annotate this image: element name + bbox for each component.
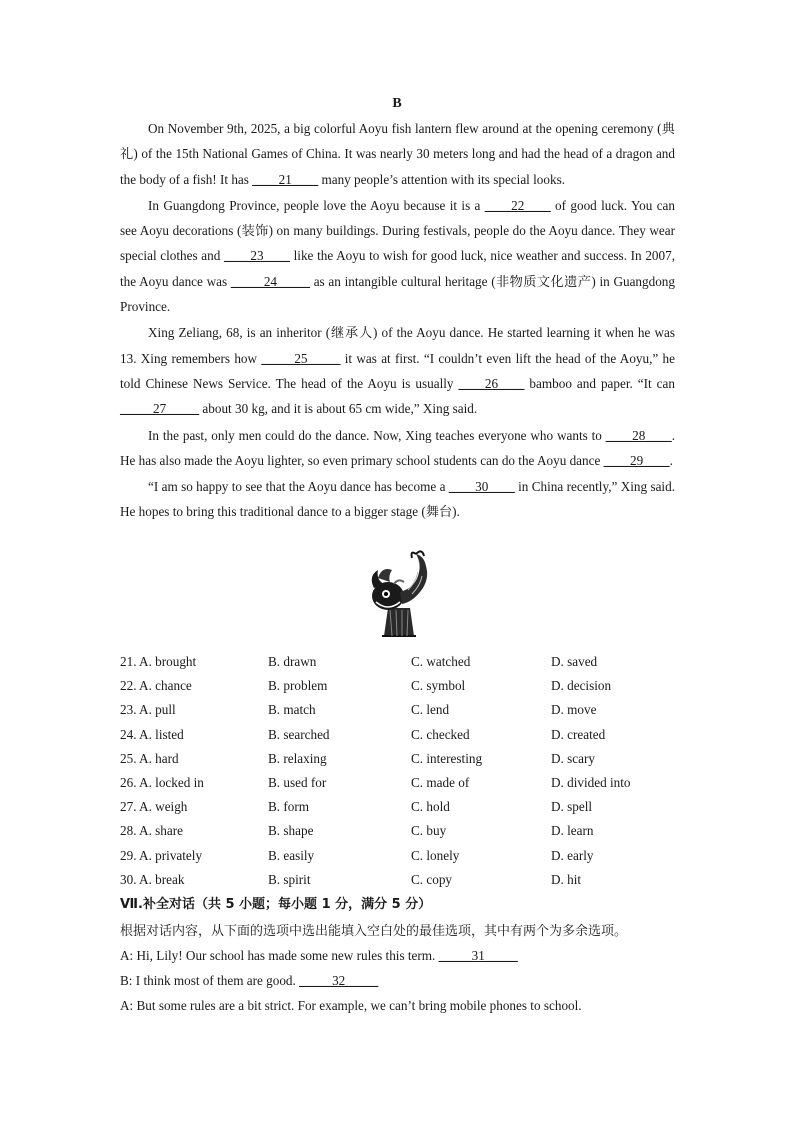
passage-paragraph bbox=[120, 423, 675, 474]
option-b: B. relaxing bbox=[268, 750, 327, 766]
option-b: B. searched bbox=[268, 726, 330, 742]
option-a: 30. A. break bbox=[120, 871, 185, 887]
option-c: C. checked bbox=[411, 726, 470, 742]
passage-text: “I am so happy to see that the Aoyu dance has become a bbox=[148, 479, 449, 495]
option-row bbox=[120, 747, 680, 771]
option-d: D. early bbox=[551, 847, 594, 863]
option-b: B. match bbox=[268, 702, 316, 718]
option-c: C. made of bbox=[411, 774, 470, 790]
option-a: 28. A. share bbox=[120, 823, 183, 839]
option-b: B. used for bbox=[268, 774, 327, 790]
passage-text: it was at first. “I couldn’t even lift the head of the Aoyu,” he told Chinese News Service. The head of the Aoyu is usually bbox=[120, 350, 676, 391]
option-row bbox=[120, 650, 680, 674]
passage-text: bamboo and paper. “It can bbox=[524, 375, 675, 391]
option-row bbox=[120, 771, 680, 795]
passage-text: many people’s attention with its special looks. bbox=[318, 171, 566, 187]
cloze-blank: _____27_____ bbox=[120, 401, 200, 417]
options-list bbox=[120, 650, 680, 892]
option-c: C. buy bbox=[411, 823, 447, 839]
passage-text: In the past, only men could do the dance. Now, Xing teaches everyone who wants to bbox=[148, 427, 606, 443]
option-a: 22. A. chance bbox=[120, 678, 192, 694]
option-b: B. shape bbox=[268, 823, 314, 839]
option-a: 25. A. hard bbox=[120, 750, 179, 766]
passage-text: On November 9th, 2025, a big colorful Aoyu fish lantern flew around at the opening ceremony (典礼) of the 15th National Games of China. It was nearly 30 meters long and had the head of a dragon and the body of a fish! It has bbox=[120, 121, 675, 187]
passage-text: of good luck. You can see Aoyu decorations (装饰) on many buildings. During festivals, people do the Aoyu dance. They wear special clothes and bbox=[120, 197, 675, 264]
option-b: B. easily bbox=[268, 847, 315, 863]
option-d: D. divided into bbox=[551, 774, 631, 790]
option-row bbox=[120, 868, 680, 892]
option-d: D. learn bbox=[551, 823, 594, 839]
option-a: 26. A. locked in bbox=[120, 774, 204, 790]
dialogue-line bbox=[120, 973, 378, 989]
option-a: 24. A. listed bbox=[120, 726, 184, 742]
option-c: C. interesting bbox=[411, 750, 483, 766]
passage-text: in China recently,” Xing said. He hopes to bring this traditional dance to a bigger stage (舞台). bbox=[120, 479, 675, 520]
dialogue-line bbox=[120, 998, 582, 1014]
passage-text: Xing Zeliang, 68, is an inheritor (继承人) of the Aoyu dance. He started learning it when he was 13. Xing remembers how bbox=[120, 325, 675, 366]
passage-text: In Guangdong Province, people love the Aoyu because it is a bbox=[148, 197, 485, 213]
option-b: B. spirit bbox=[268, 871, 311, 887]
option-d: D. created bbox=[551, 726, 606, 742]
option-b: B. form bbox=[268, 799, 310, 815]
aoyu-lantern-icon bbox=[364, 548, 434, 646]
option-b: B. drawn bbox=[268, 654, 317, 669]
option-a: 27. A. weigh bbox=[120, 799, 188, 815]
option-a: 29. A. privately bbox=[120, 847, 203, 863]
passage-text: . He has also made the Aoyu lighter, so even primary school students can do the Aoyu dance bbox=[120, 427, 675, 468]
option-a: 23. A. pull bbox=[120, 702, 176, 718]
option-row bbox=[120, 698, 680, 722]
option-c: C. watched bbox=[411, 654, 471, 669]
option-c: C. copy bbox=[411, 871, 453, 887]
cloze-blank: ____23____ bbox=[224, 248, 290, 264]
cloze-blank: _____24_____ bbox=[230, 273, 310, 289]
option-d: D. hit bbox=[551, 871, 582, 887]
option-row bbox=[120, 723, 680, 747]
section-heading: Ⅶ.补全对话（共 5 小题；每小题 1 分，满分 5 分） bbox=[120, 897, 432, 912]
option-d: D. scary bbox=[551, 750, 595, 766]
dialogue-text: A: Hi, Lily! Our school has made some new rules this term. bbox=[120, 948, 439, 963]
dialogue-text: A: But some rules are a bit strict. For example, we can’t bring mobile phones to school. bbox=[120, 998, 582, 1013]
option-row bbox=[120, 819, 680, 843]
option-c: C. lend bbox=[411, 702, 450, 718]
passage-paragraph bbox=[120, 320, 675, 421]
dialogue-blank: _____31_____ bbox=[438, 948, 518, 963]
dialogue-line bbox=[120, 948, 518, 964]
option-row bbox=[120, 795, 680, 819]
option-row bbox=[120, 674, 680, 698]
option-c: C. symbol bbox=[411, 678, 466, 694]
cloze-blank: ____29____ bbox=[603, 452, 670, 468]
passage-paragraph bbox=[120, 193, 675, 319]
passage-title: B bbox=[392, 96, 402, 111]
option-row bbox=[120, 844, 680, 868]
cloze-blank: ____26____ bbox=[458, 375, 525, 391]
cloze-blank: ____28____ bbox=[605, 427, 672, 443]
passage-paragraph bbox=[120, 116, 675, 192]
passage-text: . bbox=[669, 452, 673, 468]
dialogue-text: B: I think most of them are good. bbox=[120, 973, 300, 988]
section-instruction: 根据对话内容，从下面的选项中选出能填入空白处的最佳选项，其中有两个为多余选项。 bbox=[120, 924, 628, 939]
cloze-blank: _____25_____ bbox=[261, 350, 341, 366]
option-a: 21. A. brought bbox=[120, 654, 197, 669]
passage-body bbox=[120, 116, 675, 525]
option-d: D. saved bbox=[551, 654, 598, 669]
dialogue-blank: _____32_____ bbox=[299, 973, 379, 988]
passage-text: as an intangible cultural heritage (非物质文化遗产) in Guangdong Province. bbox=[120, 273, 675, 315]
passage-text: about 30 kg, and it is about 65 cm wide,” Xing said. bbox=[199, 401, 478, 417]
cloze-blank: ____21____ bbox=[252, 171, 319, 187]
option-c: C. lonely bbox=[411, 847, 460, 863]
option-d: D. move bbox=[551, 702, 597, 718]
passage-paragraph bbox=[120, 474, 675, 525]
option-c: C. hold bbox=[411, 799, 450, 815]
option-b: B. problem bbox=[268, 678, 328, 694]
passage-text: like the Aoyu to wish for good luck, nice weather and success. In 2007, the Aoyu dance was bbox=[120, 248, 675, 289]
option-d: D. decision bbox=[551, 678, 612, 694]
option-d: D. spell bbox=[551, 799, 593, 815]
cloze-blank: ____30____ bbox=[448, 479, 515, 495]
cloze-blank: ____22____ bbox=[484, 197, 551, 213]
